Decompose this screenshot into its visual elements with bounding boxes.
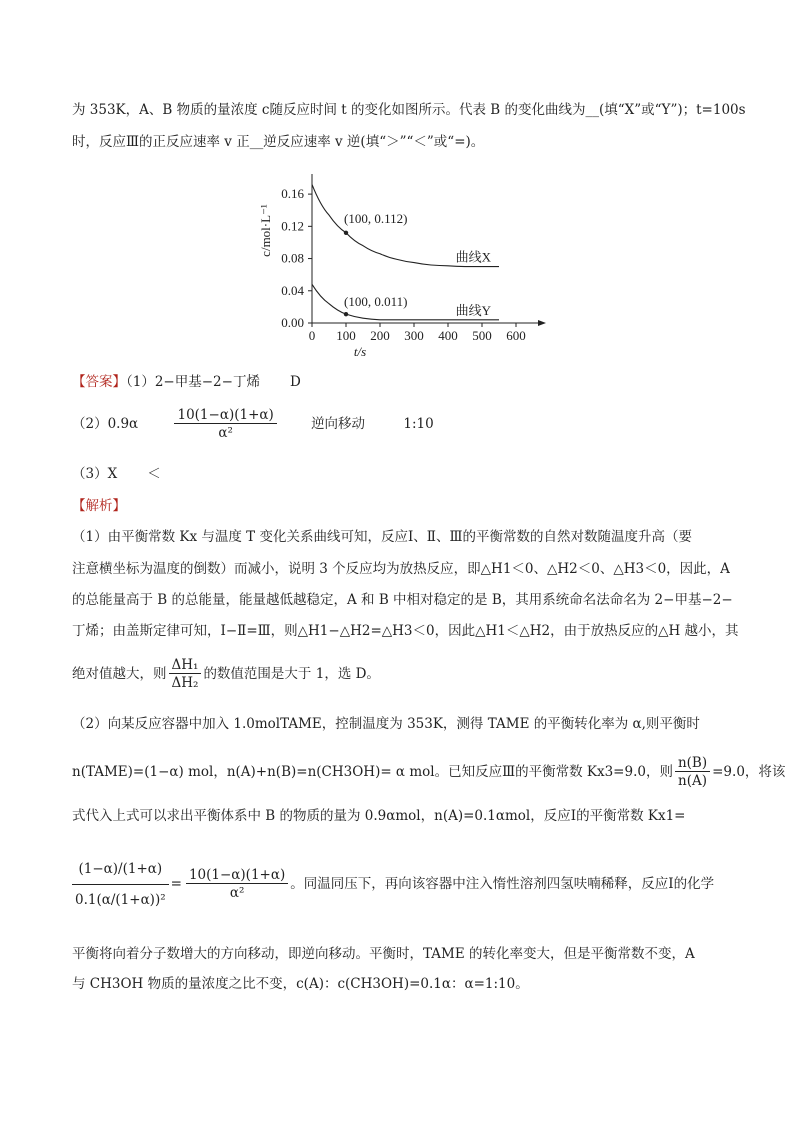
analysis-p1-frac-den: ΔH₂	[171, 675, 199, 691]
data-point-label: (100, 0.112)	[344, 210, 408, 226]
answer-2-direction: 逆向移动	[311, 416, 366, 432]
data-point-label: (100, 0.011)	[344, 294, 408, 310]
analysis-p2-eq-rhs-den: α²	[229, 885, 245, 901]
answer-line-2	[72, 404, 434, 444]
analysis-p2-frac-den: n(A)	[678, 773, 708, 789]
answer-line-3	[72, 464, 161, 484]
x-tick-label: 200	[370, 328, 390, 343]
analysis-p2-line-6: 与 CH3OH 物质的量浓度之比不变，c(A)：c(CH3OH)=0.1α：α=1:10。	[72, 976, 529, 992]
analysis-p2-kx1-expression	[72, 854, 169, 915]
analysis-p2-eq-rhs-num: 10(1−α)(1+α)	[186, 867, 288, 884]
concentration-chart	[250, 170, 560, 365]
analysis-p2-line-2a: n(TAME)=(1−α) mol，n(A)+n(B)=n(CH3OH)= α mol。已知反应Ⅲ的平衡常数 Kx3=9.0，则	[72, 764, 673, 780]
series-label-x: 曲线X	[455, 249, 491, 265]
y-tick-label: 0.12	[281, 218, 304, 234]
analysis-p2-line-1: （2）向某反应容器中加入 1.0molTAME，控制温度为 353K，测得 TAME 的平衡转化率为 α,则平衡时	[72, 716, 700, 732]
intro-line-2: 时，反应Ⅲ的正反应速率 v 正__逆反应速率 v 逆(填“＞”“＜”或“=)。	[72, 134, 485, 150]
y-axis-label: c/mol·L⁻¹	[258, 204, 273, 257]
x-tick-label: 500	[472, 328, 492, 343]
answer-2-fraction	[174, 407, 276, 442]
analysis-p2-line-2	[72, 752, 785, 792]
analysis-p2-eq-top: (1−α)/(1+α)	[72, 854, 169, 885]
analysis-p1-line-2: 注意横坐标为温度的倒数）而减小，说明 3 个反应均为放热反应，即△H1＜0、△H2＜0、△H3＜0，因此，A	[72, 561, 730, 577]
analysis-p2-line-4-text: 。同温同压下，再向该容器中注入惰性溶剂四氢呋喃稀释，反应Ⅰ的化学	[290, 876, 715, 892]
analysis-p2-frac-num: n(B)	[675, 755, 710, 772]
y-tick-label: 0.04	[281, 282, 304, 298]
analysis-p1-line-1: （1）由平衡常数 Kx 与温度 T 变化关系曲线可知，反应Ⅰ、Ⅱ、Ⅲ的平衡常数的自然对数随温度升高（要	[72, 529, 692, 545]
analysis-p1-line-5	[72, 654, 380, 694]
answer-2-frac-den: α²	[218, 425, 233, 441]
analysis-p2-line-5: 平衡将向着分子数增大的方向移动，即逆向移动。平衡时，TAME 的转化率变大，但是平衡常数不变，A	[72, 946, 695, 962]
intro-line-1: 为 353K，A、B 物质的量浓度 c随反应时间 t 的变化如图所示。代表 B 的变化曲线为__(填“X”或“Y”)；t=100s	[72, 102, 746, 118]
x-tick-label: 100	[336, 328, 356, 343]
answer-line-1	[72, 372, 301, 392]
analysis-p1-line-5a: 绝对值越大，则	[72, 666, 167, 682]
series-label-y: 曲线Y	[455, 302, 491, 318]
y-tick-label: 0.08	[281, 250, 304, 266]
answer-2-frac-num: 10(1−α)(1+α)	[174, 407, 276, 424]
answer-1-choice: D	[289, 374, 301, 390]
x-tick-label: 0	[308, 328, 316, 343]
y-tick-label: 0.16	[281, 186, 304, 202]
data-point-marker	[344, 312, 348, 316]
x-tick-label: 300	[404, 328, 424, 343]
answer-1: （1）2−甲基−2−丁烯	[126, 374, 260, 390]
analysis-p2-fraction	[675, 755, 710, 790]
analysis-p1-fraction	[169, 657, 202, 692]
answer-2-ratio: 1:10	[403, 416, 434, 432]
analysis-p1-line-4: 丁烯；由盖斯定律可知，Ⅰ−Ⅱ=Ⅲ，则△H1−△H2=△H3＜0，因此△H1＜△H2，由于放热反应的△H 越小，其	[72, 623, 739, 639]
analysis-p2-line-4: $\frac{(1-\alpha)/(1+\alpha)}{\text{0.1(α/(1+α))²}}$ = $\frac{10(1-\alpha)(1+\alpha)}{\text{α²}}$ 。同温同压下，再向该容器中注入惰性溶剂四氢呋喃稀释，反应Ⅰ的化学	[72, 846, 714, 922]
analysis-p1-line-5b: 的数值范围是大于 1，选 D。	[203, 666, 380, 682]
analysis-p1-line-3: 的总能量高于 B 的总能量，能量越低越稳定，A 和 B 中相对稳定的是 B，其用系统命名法命名为 2−甲基−2−	[72, 592, 733, 608]
analysis-p2-line-3: 式代入上式可以求出平衡体系中 B 的物质的量为 0.9αmol，n(A)=0.1αmol，反应Ⅰ的平衡常数 Kx1=	[72, 808, 686, 824]
answer-tag: 【答案】	[72, 374, 126, 390]
analysis-p1-frac-num: ΔH₁	[169, 657, 202, 674]
x-axis-arrow	[538, 320, 546, 326]
x-axis-label: t/s	[353, 344, 367, 359]
analysis-p2-line-2b: =9.0，将该	[712, 764, 786, 780]
analysis-p2-eq-rhs	[186, 867, 288, 902]
answer-3-sign: ＜	[147, 466, 161, 482]
answer-3: （3）X	[72, 466, 118, 482]
data-point-marker	[344, 231, 348, 235]
x-tick-label: 400	[438, 328, 458, 343]
answer-2-prefix: （2）0.9α	[72, 416, 139, 432]
y-tick-label: 0.00	[281, 315, 304, 330]
analysis-tag: 【解析】	[72, 498, 126, 514]
x-tick-label: 600	[506, 328, 526, 343]
analysis-p2-eq-bottom: 0.1(α/(1+α))²	[75, 892, 166, 908]
